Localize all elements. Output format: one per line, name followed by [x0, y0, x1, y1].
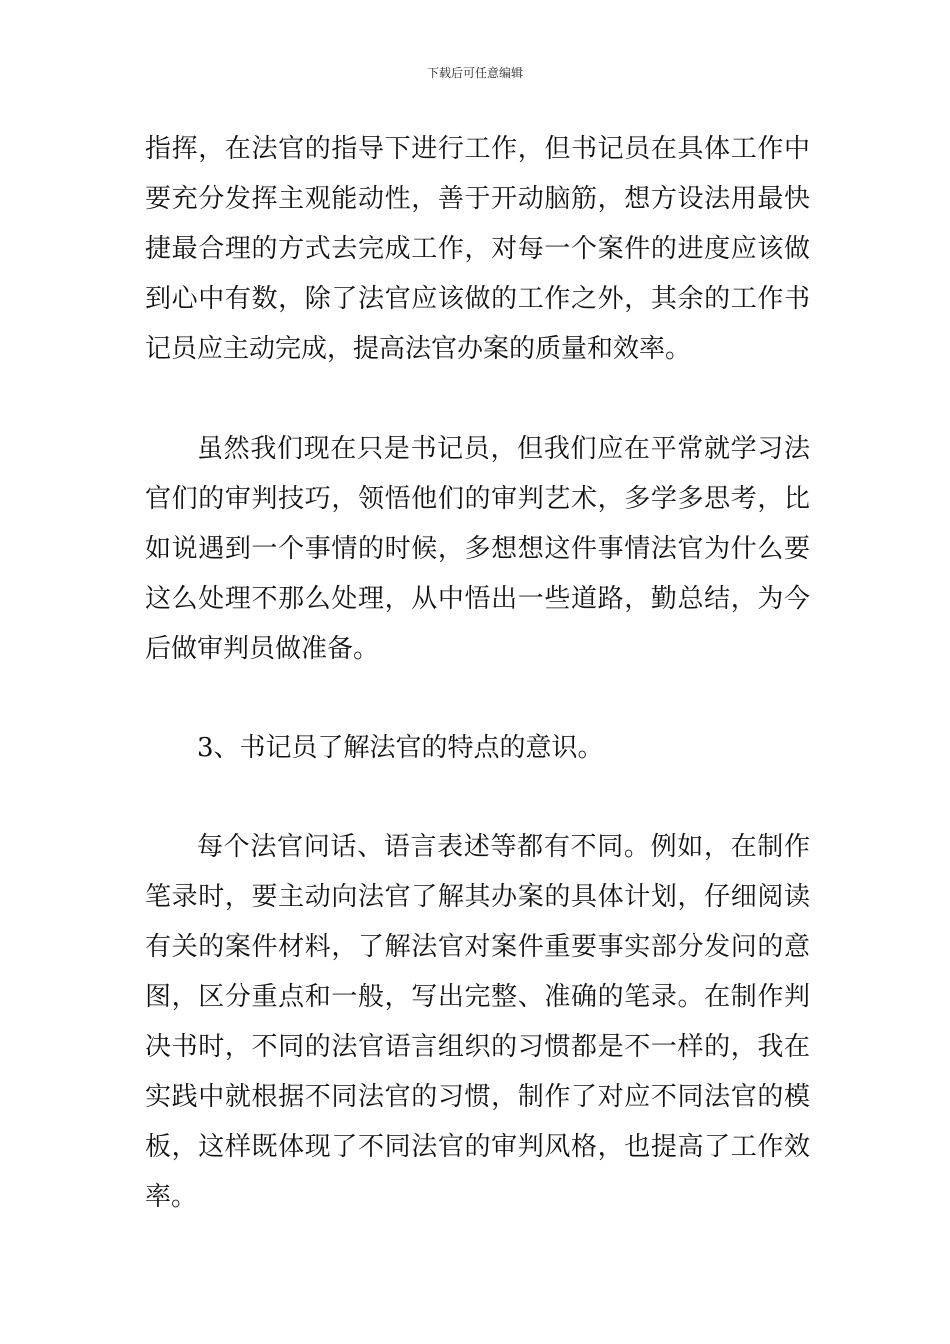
- text-line: 后做审判员做准备。: [145, 634, 380, 664]
- text-line: 官们的审判技巧，领悟他们的审判艺术，多学多思考，比: [145, 484, 810, 514]
- text-line: 决书时，不同的法官语言组织的习惯都是不一样的，我在: [145, 1032, 810, 1062]
- text-line: 要充分发挥主观能动性，善于开动脑筋，想方设法用最快: [145, 184, 810, 214]
- text-line: 实践中就根据不同法官的习惯，制作了对应不同法官的模: [145, 1082, 810, 1112]
- text-line: 记员应主动完成，提高法官办案的质量和效率。: [145, 334, 692, 364]
- text-line: 每个法官问话、语言表述等都有不同。例如，在制作: [197, 832, 810, 862]
- text-line: 捷最合理的方式去完成工作，对每一个案件的进度应该做: [145, 234, 810, 264]
- text-line: 到心中有数，除了法官应该做的工作之外，其余的工作书: [145, 284, 810, 314]
- paragraph-3: [145, 822, 810, 1222]
- paragraph-2: [145, 424, 810, 674]
- heading-line: 3、书记员了解法官的特点的意识。: [197, 733, 604, 763]
- page-header: 下载后可任意编辑: [426, 66, 523, 80]
- text-line: 如说遇到一个事情的时候，多想想这件事情法官为什么要: [145, 534, 810, 564]
- text-line: 笔录时，要主动向法官了解其办案的具体计划，仔细阅读: [145, 882, 810, 912]
- text-line: 图，区分重点和一般，写出完整、准确的笔录。在制作判: [145, 982, 810, 1012]
- text-line: 率。: [145, 1182, 198, 1212]
- text-line: 这么处理不那么处理，从中悟出一些道路，勤总结，为今: [145, 584, 810, 614]
- section-heading: [145, 723, 810, 773]
- paragraph-1: [145, 124, 810, 374]
- text-line: 指挥，在法官的指导下进行工作，但书记员在具体工作中: [145, 134, 810, 164]
- text-line: 有关的案件材料，了解法官对案件重要事实部分发问的意: [145, 932, 810, 962]
- text-line: 板，这样既体现了不同法官的审判风格，也提高了工作效: [145, 1132, 810, 1162]
- text-line: 虽然我们现在只是书记员，但我们应在平常就学习法: [197, 434, 810, 464]
